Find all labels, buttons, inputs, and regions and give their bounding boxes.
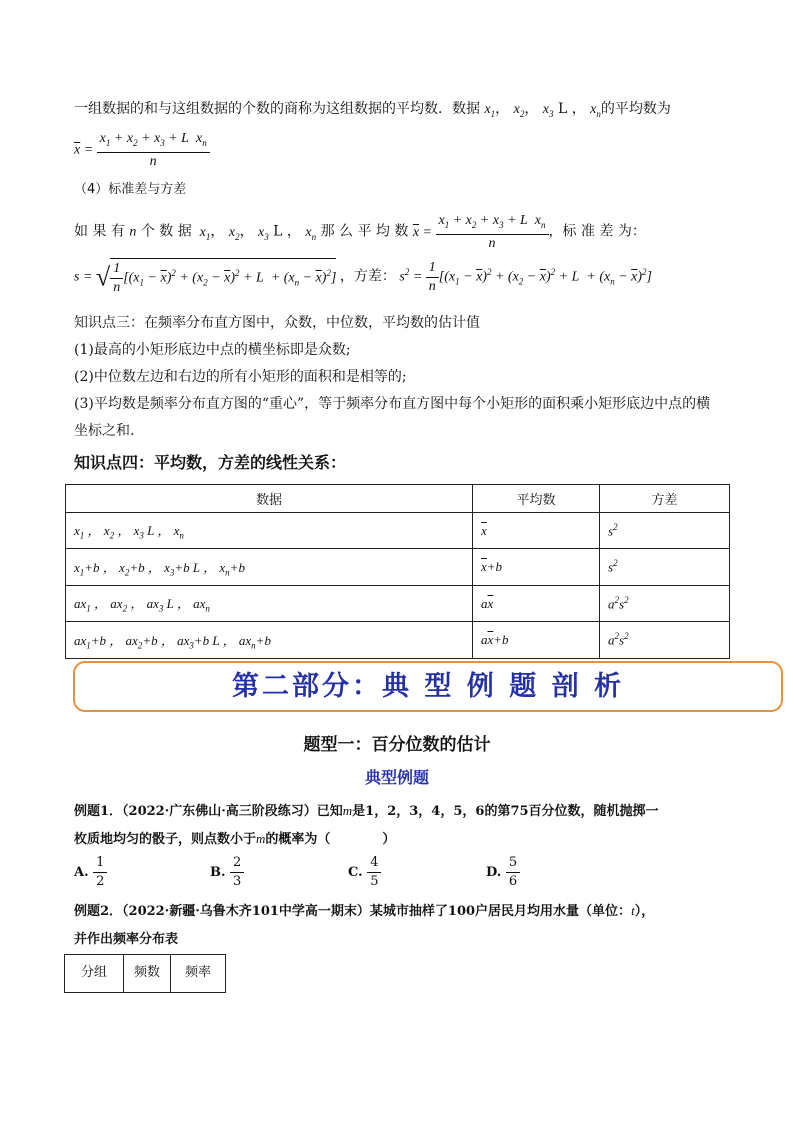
table-row: $ax_1$ ， $ax_2$ ， $ax_3$ L ， $ax_n$ $a\overline{x}$ $a^2s^2$ (66, 586, 730, 622)
linear-relation-table (65, 484, 730, 659)
option-d[interactable]: D. $\frac{5}{6}$ (486, 854, 520, 891)
intro-text: 一组数据的和与这组数据的个数的商称为这组数据的平均数．数据 (74, 101, 480, 117)
k4-title: 知识点四：平均数，方差的线性关系： (74, 453, 347, 472)
k3-item-2: (2)中位数左边和右边的所有小矩形的面积和是相等的; (74, 369, 407, 385)
mean-fraction: $\frac{x_1 + x_2 + x_3 + L x_n}{n}$ (97, 130, 210, 171)
header-data: 数据 (66, 485, 473, 513)
header-count: 频数 (124, 955, 171, 993)
section-4-heading: （4）标准差与方差 (74, 182, 187, 197)
frequency-table (64, 954, 226, 993)
typical-heading: 典型例题 (364, 768, 429, 787)
k3-title: 知识点三：在频率分布直方图中，众数，中位数，平均数的估计值 (74, 315, 480, 331)
type1-heading: 题型一：百分位数的估计 (303, 735, 491, 755)
example-1-line-2: 枚质地均匀的骰子，则点数小于m的概率为（ ） (74, 831, 396, 847)
intro-tail: 的平均数为 (600, 101, 671, 117)
stddev-intro: 如 果 有 n 个 数 据 $x_1$， $x_2$， $x_3$ L ， $x_n$ 那 么 平 均 数 $\overline{x}$ = $\frac{x_1 + x_2 + x_3 + L x_n}{n}$ ，标 准 差 为： (74, 213, 646, 251)
table-row: $ax_1+b$ ， $ax_2+b$ ， $ax_3+b$ L ， $ax_n+b$ $a\overline{x}+b$ $a^2s^2$ (66, 622, 730, 659)
option-a[interactable]: A. $\frac{1}{2}$ (74, 854, 107, 891)
header-variance: 方差 (600, 485, 730, 513)
example-2-line-2: 并作出频率分布表 (74, 932, 179, 947)
math-x1: $x_1$ (484, 102, 496, 119)
table-header-row (66, 485, 730, 513)
table-row: $x_1$ ， $x_2$ ， $x_3$ L ， $x_n$ $\overline{x}$ $s^2$ (66, 513, 730, 549)
example-1-line-1: 例题1．（2022·广东佛山·高三阶段练习）已知m是1，2，3，4，5，6的第75百分位数，随机抛掷一 (74, 803, 659, 819)
table-row: $x_1+b$ ， $x_2+b$ ， $x_3+b$ L ， $x_n+b$ $\overline{x}+b$ $s^2$ (66, 549, 730, 586)
header-frequency: 频率 (171, 955, 226, 993)
k3-item-3b: 坐标之和. (74, 423, 135, 439)
mean-formula: $\overline{x}$ = $\frac{x_1 + x_2 + x_3 + L x_n}{n}$ (74, 130, 210, 171)
section-banner: 第二部分：典 型 例 题 剖 析 (73, 661, 783, 712)
k3-item-3a: (3)平均数是频率分布直方图的“重心”，等于频率分布直方图中每个小矩形的面积乘小矩形底边中点的横 (74, 396, 711, 412)
header-group: 分组 (65, 955, 124, 993)
k3-item-1: (1)最高的小矩形底边中点的横坐标即是众数; (74, 342, 351, 358)
intro-line: 一组数据的和与这组数据的个数的商称为这组数据的平均数．数据 $x_1$， $x_2$， $x_3$ L ， $x_n$的平均数为 (74, 101, 671, 119)
option-b[interactable]: B. $\frac{2}{3}$ (210, 854, 244, 891)
table-header-row (65, 955, 226, 993)
option-c[interactable]: C. $\frac{4}{5}$ (348, 854, 381, 891)
example-2-line-1: 例题2．（2022·新疆·乌鲁木齐101中学高一期末）某城市抽样了100户居民月均用水量（单位：t）， (74, 903, 655, 919)
header-mean: 平均数 (473, 485, 600, 513)
stddev-formula: s = √ $\frac{1}{n}$ $[(x_1 - \overline{x})^2 + (x_2 - \overline{x})^2 + L + (x_n - \overline{x})^2]$ ，方差： $s^2$ = $\frac{1}{n}$ $[(x_1 - \overline{x})^2 + (x_2 - \overline{x})^2 + L + (x_n - \overline{x})^2]$ (74, 260, 652, 295)
